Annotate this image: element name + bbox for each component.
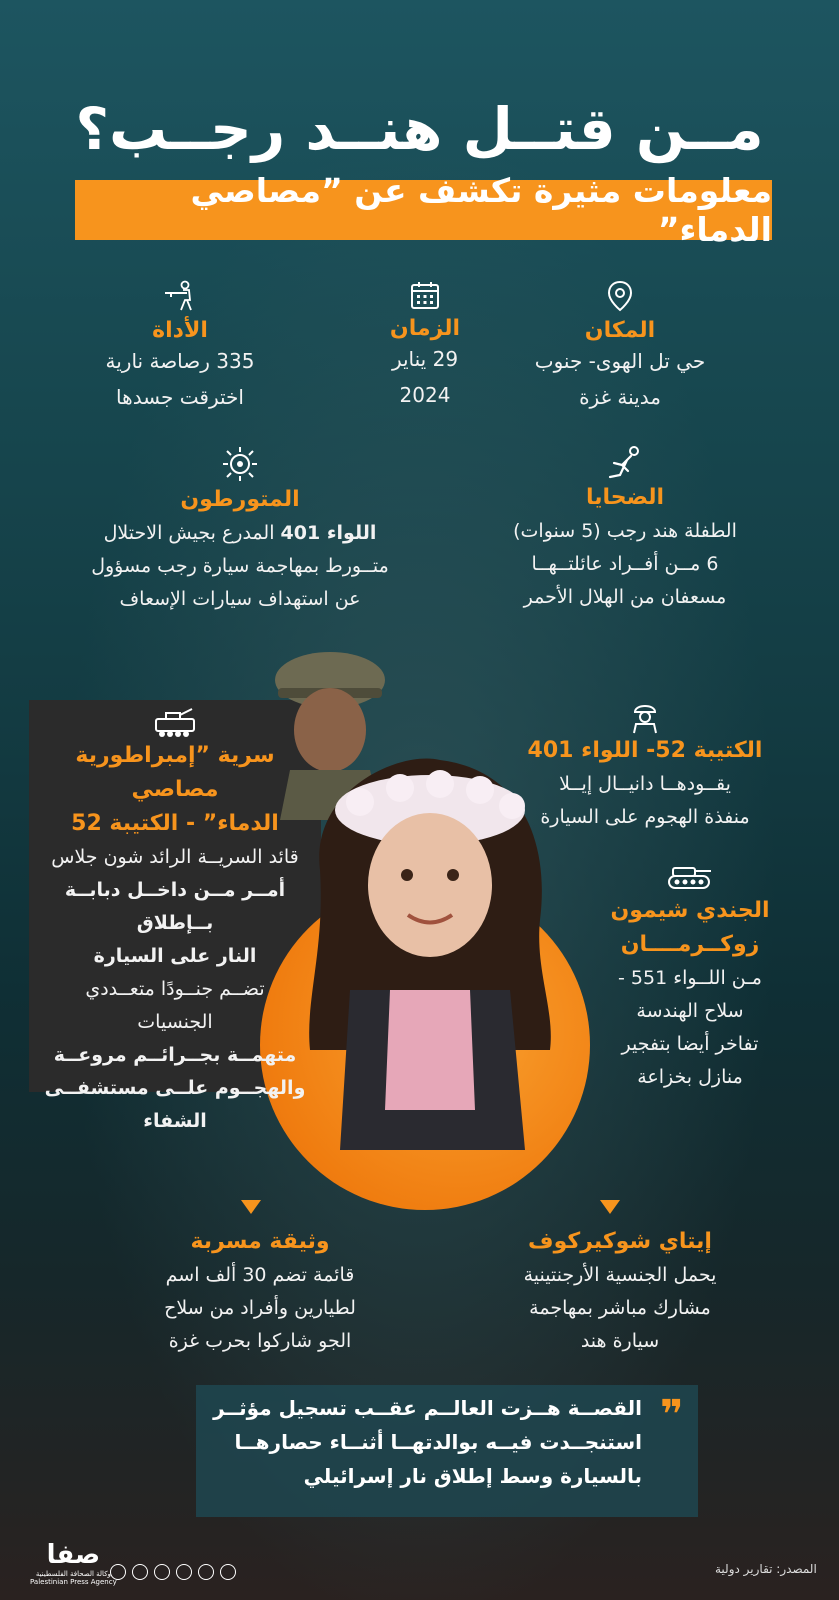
page-title: مــن قتــل هنــد رجــب؟ — [75, 95, 764, 163]
involved-line-2: متــورط بمهاجمة سيارة رجب مسؤول — [91, 555, 389, 577]
time-line-1: 29 يناير — [391, 347, 459, 371]
leaked-arrow-icon — [241, 1200, 261, 1214]
source-text: المصدر: تقارير دولية — [715, 1562, 817, 1576]
itay-block — [470, 1225, 770, 1358]
victims-line-3: مسعفان من الهلال الأحمر — [523, 586, 727, 608]
logo-sub-ar: وكالة الصحافة الفلسطينية — [35, 1570, 111, 1578]
victims-block — [470, 445, 780, 614]
involved-block — [55, 445, 425, 616]
location-pin-icon — [607, 280, 633, 312]
victims-line-1: الطفلة هند رجب (5 سنوات) — [513, 520, 737, 542]
company-bold-3: متهمــة بجــرائــم مروعــة — [53, 1044, 297, 1066]
telegram-icon[interactable] — [132, 1564, 148, 1580]
armored-vehicle-icon — [152, 705, 198, 739]
victim-icon — [606, 445, 644, 481]
time-line-2: 2024 — [399, 383, 451, 407]
instagram-icon[interactable] — [220, 1564, 236, 1580]
quote-box — [196, 1385, 698, 1517]
company-label-2: الدماء” - الكتيبة 52 — [71, 811, 279, 836]
company-line-3: الجنسيات — [137, 1011, 213, 1033]
place-line-1: حي تل الهوى- جنوب — [534, 349, 706, 373]
quote-line-2: استنجــدت فيــه بوالدتهــا أثنــاء حصارهــا — [234, 1430, 642, 1454]
company-label-1: سرية ”إمبراطورية مصاصي — [75, 743, 275, 802]
shimon-line-1: مـن اللــواء 551 - — [618, 967, 762, 989]
leaked-block — [110, 1225, 410, 1358]
itay-label: إيتاي شوكيركوف — [528, 1229, 712, 1254]
place-card — [505, 280, 735, 415]
logo-text: صفا — [46, 1540, 101, 1570]
place-label: المكان — [584, 318, 656, 343]
itay-line-1: يحمل الجنسية الأرجنتينية — [523, 1264, 717, 1286]
place-line-2: مدينة غزة — [579, 385, 661, 409]
battalion-line-1: يقــودهــا دانيــال إيــلا — [559, 773, 731, 795]
shimon-block — [585, 860, 795, 1094]
leaked-line-3: الجو شاركوا بحرب غزة — [168, 1330, 352, 1352]
whatsapp-icon[interactable] — [198, 1564, 214, 1580]
company-bold-1: أمــر مــن داخــل دبابــة بــإطلاق — [64, 879, 286, 934]
soldier-shooting-icon — [163, 280, 197, 312]
safa-logo — [30, 1540, 117, 1586]
youtube-icon[interactable] — [176, 1564, 192, 1580]
battalion-block — [505, 700, 785, 834]
tank-icon — [667, 860, 713, 894]
victims-label: الضحايا — [585, 485, 665, 510]
company-line-2: تضــم جنــودًا متعــددي — [85, 978, 265, 1000]
battalion-line-2: منفذة الهجوم على السيارة — [540, 806, 750, 828]
company-line-1: قائد السريــة الرائد شون جلاس — [51, 846, 299, 868]
leaked-line-2: لطيارين وأفراد من سلاح — [164, 1297, 356, 1319]
target-icon — [221, 445, 259, 483]
company-bold-4: والهجــوم علــى مستشفــى — [44, 1077, 306, 1099]
leaked-line-1: قائمة تضم 30 ألف اسم — [165, 1264, 355, 1286]
involved-line-1 — [55, 517, 425, 550]
quote-line-1: القصــة هــزت العالــم عقــب تسجيل مؤثــر — [213, 1396, 642, 1420]
involved-label: المتورطون — [180, 487, 300, 512]
itay-line-2: مشارك مباشر بمهاجمة — [529, 1297, 711, 1319]
quote-mark-icon: ❞ — [660, 1392, 684, 1438]
quote-line-3: بالسيارة وسط إطلاق نار إسرائيلي — [303, 1464, 642, 1488]
soldier-icon — [630, 700, 660, 734]
time-label: الزمان — [389, 316, 461, 341]
time-card — [345, 280, 505, 413]
involved-brigade: اللواء 401 — [280, 522, 377, 544]
twitter-icon[interactable] — [154, 1564, 170, 1580]
battalion-label: الكتيبة 52- اللواء 401 — [527, 738, 763, 763]
calendar-icon — [410, 280, 440, 310]
logo-sub-en: Palestinian Press Agency — [30, 1578, 117, 1586]
tool-label: الأداة — [152, 318, 208, 343]
involved-line-3: عن استهداف سيارات الإسعاف — [119, 588, 361, 610]
involved-line-1-rest: المدرع بجيش الاحتلال — [103, 522, 281, 544]
shimon-line-4: منازل بخزاعة — [637, 1066, 743, 1088]
company-bold-2: النار على السيارة — [93, 945, 257, 967]
tool-card — [75, 280, 285, 415]
shimon-line-2: سلاح الهندسة — [636, 1000, 744, 1022]
company-bold-5: الشفاء — [143, 1110, 207, 1132]
social-icons — [110, 1564, 236, 1580]
itay-arrow-icon — [600, 1200, 620, 1214]
company-block — [35, 705, 315, 1138]
itay-line-3: سيارة هند — [580, 1330, 660, 1352]
shimon-label-2: زوكــرمــــان — [620, 932, 760, 957]
tool-line-1: 335 رصاصة نارية — [105, 349, 255, 373]
victims-line-2: 6 مــن أفــراد عائلتــهــا — [531, 553, 719, 575]
shimon-label-1: الجندي شيمون — [610, 898, 770, 923]
subtitle-text: معلومات مثيرة تكشف عن ”مصاصي الدماء” — [190, 171, 772, 249]
shimon-line-3: تفاخر أيضا بتفجير — [621, 1033, 759, 1055]
leaked-label: وثيقة مسربة — [190, 1229, 330, 1254]
subtitle-banner — [75, 171, 772, 249]
tool-line-2: اخترقت جسدها — [116, 385, 244, 409]
